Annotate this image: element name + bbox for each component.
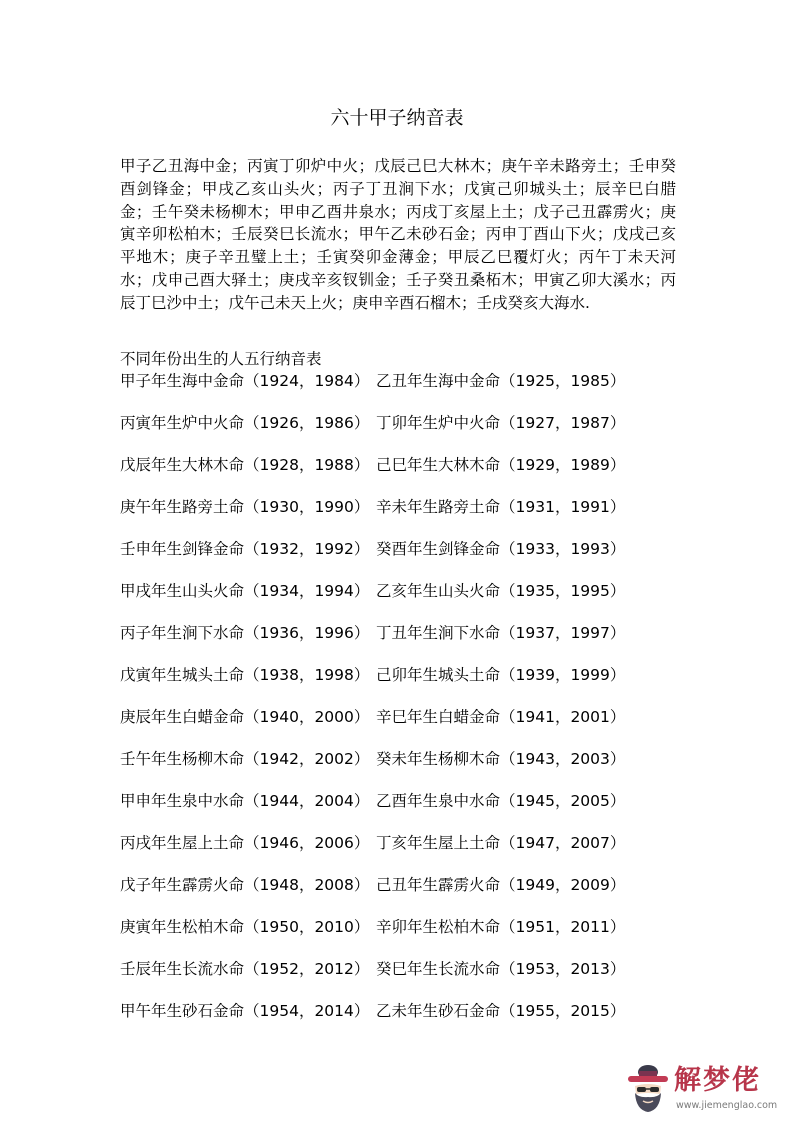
year-entry: 庚午年生路旁土命（1930，1990） xyxy=(120,498,370,516)
year-entry: 乙丑年生海中金命（1925，1985） xyxy=(376,372,626,390)
year-entry: 乙未年生砂石金命（1955，2015） xyxy=(376,1002,626,1020)
year-entry: 辛巳年生白蜡金命（1941，2001） xyxy=(376,708,626,726)
site-watermark xyxy=(622,1062,794,1118)
watermark-site-url: www.jiemenglao.com xyxy=(676,1100,778,1111)
year-entry: 甲午年生砂石金命（1954，2014） xyxy=(120,1002,370,1020)
year-entry: 壬午年生杨柳木命（1942，2002） xyxy=(120,750,370,768)
section-heading: 不同年份出生的人五行纳音表 xyxy=(120,350,322,368)
year-entry: 丁亥年生屋上土命（1947，2007） xyxy=(376,834,626,852)
year-entry: 丙寅年生炉中火命（1926，1986） xyxy=(120,414,370,432)
year-entry: 壬辰年生长流水命（1952，2012） xyxy=(120,960,370,978)
year-entry: 庚寅年生松柏木命（1950，2010） xyxy=(120,918,370,936)
year-entry: 癸酉年生剑锋金命（1933，1993） xyxy=(376,540,626,558)
year-entry: 庚辰年生白蜡金命（1940，2000） xyxy=(120,708,370,726)
year-entry: 己卯年生城头土命（1939，1999） xyxy=(376,666,626,684)
year-entry: 乙亥年生山头火命（1935，1995） xyxy=(376,582,626,600)
year-entry: 丙子年生涧下水命（1936，1996） xyxy=(120,624,370,642)
year-entry: 乙酉年生泉中水命（1945，2005） xyxy=(376,792,626,810)
year-entry: 辛未年生路旁土命（1931，1991） xyxy=(376,498,626,516)
year-entry: 壬申年生剑锋金命（1932，1992） xyxy=(120,540,370,558)
watermark-site-name: 解梦佬 xyxy=(674,1065,761,1096)
year-entry: 戊辰年生大林木命（1928，1988） xyxy=(120,456,370,474)
page-title: 六十甲子纳音表 xyxy=(330,107,464,129)
year-entry: 甲戌年生山头火命（1934，1994） xyxy=(120,582,370,600)
year-entry: 戊寅年生城头土命（1938，1998） xyxy=(120,666,370,684)
year-entry: 戊子年生霹雳火命（1948，2008） xyxy=(120,876,370,894)
year-entry: 丁卯年生炉中火命（1927，1987） xyxy=(376,414,626,432)
intro-paragraph: 甲子乙丑海中金；丙寅丁卯炉中火；戊辰己巳大林木；庚午辛未路旁土；壬申癸酉剑锋金；甲戌乙亥山头火；丙子丁丑涧下水；戊寅己卯城头土；辰辛巳白腊金；壬午癸未杨柳木；甲申乙酉井泉水；丙戌丁亥屋上土；戊子己丑霹雳火；庚寅辛卯松柏木；壬辰癸巳长流水；甲午乙未砂石金；丙申丁酉山下火；戊戌己亥平地木；庚子辛丑璧上土；壬寅癸卯金薄金；甲辰乙巳覆灯火；丙午丁未天河水；戊申己酉大驿土；庚戌辛亥钗钏金；壬子癸丑桑柘木；甲寅乙卯大溪水；丙辰丁巳沙中土；戊午己未天上火；庚申辛酉石榴木；壬戌癸亥大海水. xyxy=(120,157,676,312)
year-entry: 丁丑年生涧下水命（1937，1997） xyxy=(376,624,626,642)
year-entry: 甲申年生泉中水命（1944，2004） xyxy=(120,792,370,810)
year-entry: 癸未年生杨柳木命（1943，2003） xyxy=(376,750,626,768)
bearded-face-with-hat-icon xyxy=(624,1062,672,1116)
year-entry: 甲子年生海中金命（1924，1984） xyxy=(120,372,370,390)
year-entry: 辛卯年生松柏木命（1951，2011） xyxy=(376,918,626,936)
year-entry: 丙戌年生屋上土命（1946，2006） xyxy=(120,834,370,852)
year-entry: 己丑年生霹雳火命（1949，2009） xyxy=(376,876,626,894)
year-entry: 癸巳年生长流水命（1953，2013） xyxy=(376,960,626,978)
year-entry: 己巳年生大林木命（1929，1989） xyxy=(376,456,626,474)
